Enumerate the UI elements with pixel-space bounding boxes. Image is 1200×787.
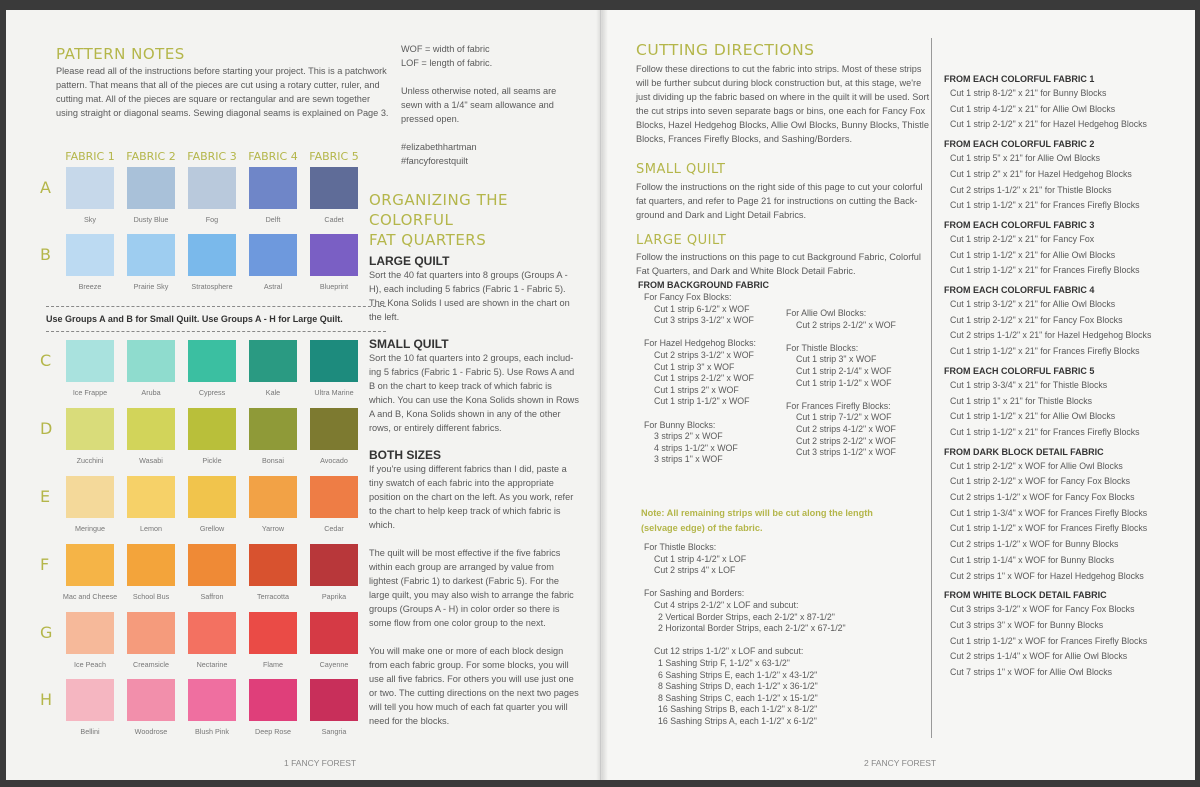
cut-line: 2 Horizontal Border Strips, each 2-1/2" x 67-1/2"	[658, 623, 846, 634]
swatch-label: Blueprint	[319, 282, 349, 291]
fabric-swatch	[249, 612, 297, 654]
fabric-swatch	[127, 340, 175, 382]
text-line: lightest (Fabric 1) to darkest (Fabric 5). For the	[369, 576, 559, 586]
cut-line: Cut 2 strips 1" x WOF for Hazel Hedgehog Blocks	[950, 570, 1144, 581]
colorful-fabric-group	[944, 365, 1194, 441]
cut-line: Cut 1 strip 1" x 21" for Thistle Blocks	[950, 395, 1093, 406]
fabric-column-header: FABRIC 2	[126, 150, 176, 163]
text-line: Blocks, Hazel Hedgehog Blocks, Allie Owl Blocks, Bunny Blocks, Thistle	[636, 120, 929, 130]
swatch-label: Terracotta	[257, 592, 289, 601]
note-line: (selvage edge) of the fabric.	[641, 523, 763, 533]
text-line: Blocks, Frances Firefly Blocks, and Sashing/Borders.	[636, 134, 852, 144]
page-footer: 2 FANCY FOREST	[864, 758, 937, 768]
small-quilt-heading: SMALL QUILT	[369, 337, 449, 351]
cut-line: 8 Sashing Strips C, each 1-1/2" x 15-1/2"	[658, 692, 818, 703]
text-line: to the chart to help keep track of which fabric is	[369, 506, 561, 516]
fabric-column-header: FABRIC 1	[65, 150, 115, 163]
lof-note	[641, 506, 916, 536]
text-line	[369, 532, 579, 546]
cut-line: Cut 1 strip 5" x 21" for Allie Owl Blocks	[950, 153, 1100, 164]
background-cuts-col-a	[644, 292, 756, 466]
group-heading: FROM WHITE BLOCK DETAIL FABRIC	[944, 590, 1107, 601]
swatch-label: Wasabi	[139, 456, 163, 465]
cut-line: Cut 1 strip 4-1/2" x LOF	[654, 553, 747, 564]
text-line: Please read all of the instructions before starting your project. This is a patchwork	[56, 66, 387, 76]
cut-line: Cut 1 strip 2-1/2" x WOF for Fancy Fox Blocks	[950, 476, 1131, 487]
cut-line: Cut 1 strip 3-3/4" x 21" for Thistle Blocks	[950, 379, 1108, 390]
pattern-notes-title: PATTERN NOTES	[56, 45, 185, 63]
cut-line: 8 Sashing Strips D, each 1-1/2" x 36-1/2"	[658, 681, 818, 692]
cut-line: Cut 1 strip 6-1/2" x WOF	[654, 303, 750, 314]
cut-line: Cut 3 strips 3" x WOF for Bunny Blocks	[950, 619, 1104, 630]
cut-line: Cut 1 strip 2" x 21" for Hazel Hedgehog Blocks	[950, 168, 1132, 179]
fabric-swatch	[310, 476, 358, 518]
swatch-label: Saffron	[200, 592, 224, 601]
cut-line: Cut 1 strip 1-1/4" x WOF for Bunny Blocks	[950, 554, 1114, 565]
text-line: H), each including 5 fabrics (Fabric 1 - Fabric 5).	[369, 284, 566, 294]
text-line	[401, 126, 581, 140]
cutting-directions-title: CUTTING DIRECTIONS	[636, 41, 815, 59]
large-quilt-text	[369, 268, 579, 324]
row-letter: F	[40, 555, 50, 574]
group-heading: FROM EACH COLORFUL FABRIC 2	[944, 139, 1095, 150]
cut-line: Cut 2 strips 1-1/2" x WOF for Fancy Fox Blocks	[950, 492, 1135, 503]
fabric-swatch	[310, 679, 358, 721]
text-line: sewn with a 1/4" seam allowance and	[401, 100, 554, 110]
swatch-label: Zucchini	[76, 456, 104, 465]
text-line: or two. The cutting directions on the next two pages	[369, 688, 579, 698]
fabric-swatch	[249, 167, 297, 209]
cut-line: Cut 1 strips 2" x WOF	[654, 384, 739, 395]
text-line: The quilt will be most effective if the five fabrics	[369, 548, 561, 558]
cut-line: Cut 1 strip 1-1/2" x 21" for Frances Firefly Blocks	[950, 346, 1140, 357]
text-line: Unless otherwise noted, all seams are	[401, 86, 557, 96]
text-line: Follow the instructions on this page to cut Background Fabric, Colorful	[636, 252, 921, 262]
left-page	[6, 10, 601, 780]
background-cuts-col-c	[644, 542, 846, 728]
cut-line: Cut 3 strips 3-1/2" x WOF for Fancy Fox Blocks	[950, 604, 1135, 615]
text-line: tiny swatch of each fabric into the appropriate	[369, 478, 554, 488]
abbreviation-notes	[401, 42, 581, 168]
both-sizes-text	[369, 462, 579, 728]
divider	[46, 306, 386, 307]
swatch-label: Flame	[263, 660, 283, 669]
cut-line	[786, 389, 896, 401]
fabric-column-header: FABRIC 3	[187, 150, 237, 163]
cut-line: Cut 1 strip 4-1/2" x 21" for Allie Owl Blocks	[950, 103, 1116, 114]
fabric-swatch	[188, 234, 236, 276]
organizing-title	[369, 190, 579, 250]
text-line: using straight or diagonal seams. Sewing diagonal seams is explained on Page 3.	[56, 108, 389, 118]
swatch-label: Ice Frappe	[72, 388, 108, 397]
cut-line: Cut 2 strips 2-1/2" x WOF	[796, 319, 896, 330]
cut-line: Cut 2 strips 1-1/2" x 21" for Thistle Blocks	[950, 184, 1112, 195]
fabric-swatch	[127, 612, 175, 654]
column-divider	[931, 38, 932, 738]
swatch-label: Paprika	[321, 592, 347, 601]
text-line: rows, or entirely different fabrics.	[369, 423, 502, 433]
large-quilt-heading: LARGE QUILT	[369, 254, 450, 268]
text-line: ground and Dark and Light Detail Fabrics.	[636, 210, 807, 220]
cut-line: 1 Sashing Strip F, 1-1/2" x 63-1/2"	[658, 657, 790, 668]
cut-line: Cut 1 strip 8-1/2" x 21" for Bunny Blocks	[950, 88, 1107, 98]
fabric-column-header: FABRIC 4	[248, 150, 298, 163]
right-page	[601, 10, 1195, 780]
text-line: #elizabethhartman	[401, 142, 477, 152]
colorful-fabric-group	[944, 446, 1194, 585]
swatch-label: Pickle	[202, 456, 222, 465]
swatch-label: Creamsicle	[133, 660, 169, 669]
cut-line: Cut 2 strips 3-1/2" x WOF	[654, 349, 754, 360]
group-heading: FROM EACH COLORFUL FABRIC 4	[944, 285, 1095, 296]
cut-line: 3 strips 1" x WOF	[654, 454, 723, 465]
fabric-swatch	[249, 476, 297, 518]
swatch-label: Avocado	[320, 456, 348, 465]
swatch-label: Aruba	[141, 388, 161, 397]
cut-line: Cut 1 strip 1-1/2" x WOF	[654, 396, 750, 407]
swatch-label: Cypress	[198, 388, 226, 397]
colorful-fabric-group	[944, 73, 1194, 133]
cut-line	[644, 577, 846, 589]
cut-line: For Thistle Blocks:	[644, 542, 717, 552]
cut-line: Cut 1 strip 2-1/2" x 21" for Hazel Hedgehog Blocks	[950, 119, 1147, 130]
cut-line: Cut 2 strips 4" x LOF	[654, 565, 736, 576]
swatch-label: Cedar	[324, 524, 344, 533]
cut-line: Cut 2 strips 1-1/2" x WOF for Bunny Blocks	[950, 539, 1119, 550]
swatch-label: Breeze	[78, 282, 102, 291]
cut-line: 2 Vertical Border Strips, each 2-1/2" x 87-1/2"	[658, 611, 835, 622]
text-line: fat quarters, and refer to Page 21 for instructions on cutting the Back-	[636, 196, 918, 206]
cut-line: Cut 7 strips 1" x WOF for Allie Owl Blocks	[950, 667, 1112, 678]
page-footer: 1 FANCY FOREST	[284, 758, 357, 768]
cut-line: Cut 2 strips 2-1/2" x WOF	[796, 435, 896, 446]
row-letter: D	[40, 419, 53, 438]
cut-line: Cut 1 strip 3" x WOF	[654, 361, 735, 372]
text-line: just dividing up the fabric based on where in the quilt it will be used. Sort	[636, 92, 930, 102]
cut-line: Cut 1 strip 3-1/2" x 21" for Allie Owl Blocks	[950, 299, 1116, 310]
text-line: position on the chart on the left. As you work, refer	[369, 492, 574, 502]
row-letter: A	[40, 178, 51, 197]
text-line: groups (Groups A - H) in color order so there is	[369, 604, 560, 614]
fabric-chart	[36, 138, 359, 738]
swatch-label: Astral	[263, 282, 283, 291]
swatch-label: Blush Pink	[195, 727, 229, 736]
groups-note: Use Groups A and B for Small Quilt. Use Groups A - H for Large Quilt.	[46, 314, 343, 324]
cut-line: For Hazel Hedgehog Blocks:	[644, 338, 756, 349]
swatch-label: Bonsai	[262, 456, 284, 465]
cut-line	[786, 331, 896, 343]
fabric-swatch	[188, 340, 236, 382]
cut-line: Cut 2 strips 4-1/2" x WOF	[796, 423, 896, 434]
swatch-label: Deep Rose	[255, 727, 291, 736]
text-line: Fat Quarters, and Dark and White Block Detail Fabric.	[636, 266, 856, 276]
swatch-label: Ice Peach	[74, 660, 106, 669]
cut-line: Cut 1 strip 2-1/2" x WOF for Allie Owl Blocks	[950, 460, 1123, 471]
swatch-label: Sangria	[321, 727, 347, 736]
text-line: will tell you how much of each fat quarter you will	[369, 702, 568, 712]
cut-line: 3 strips 2" x WOF	[654, 431, 723, 442]
swatch-label: Woodrose	[134, 727, 168, 736]
fabric-swatch	[66, 234, 114, 276]
text-line: use all five fabrics. For others you will use just one	[369, 674, 574, 684]
fabric-swatch	[188, 679, 236, 721]
swatch-label: Stratosphere	[191, 282, 233, 291]
cut-line: Cut 2 strips 1-1/4" x WOF for Allie Owl Blocks	[950, 651, 1128, 662]
fabric-swatch	[249, 234, 297, 276]
cut-line: Cut 1 strip 1-1/2" x 21" for Frances Firefly Blocks	[950, 200, 1140, 211]
fabric-column-header: FABRIC 5	[309, 150, 359, 163]
text-line: which.	[369, 520, 396, 530]
fabric-swatch	[249, 544, 297, 586]
text-line: #fancyforestquilt	[401, 156, 468, 166]
text-line: WOF = width of fabric	[401, 44, 490, 54]
fabric-swatch	[310, 408, 358, 450]
swatch-label: Ultra Marine	[314, 388, 354, 397]
fabric-swatch	[249, 679, 297, 721]
group-heading: FROM EACH COLORFUL FABRIC 1	[944, 74, 1095, 84]
text-line: the left.	[369, 312, 400, 322]
text-line: B on the chart to keep track of which fabric is	[369, 381, 552, 391]
cutting-directions-body	[636, 62, 930, 146]
cut-line: 6 Sashing Strips E, each 1-1/2" x 43-1/2"	[658, 669, 818, 680]
text-line: You will make one or more of each block design	[369, 646, 564, 656]
divider	[46, 331, 386, 332]
cut-line: Cut 1 strip 2-1/2" x 21" for Fancy Fox	[950, 233, 1095, 244]
swatch-label: Lemon	[140, 524, 162, 533]
background-fabric-heading: FROM BACKGROUND FABRIC	[638, 280, 769, 290]
cut-line: For Bunny Blocks:	[644, 419, 716, 430]
cut-line: 16 Sashing Strips B, each 1-1/2" x 8-1/2"	[658, 704, 818, 715]
fabric-swatch	[188, 544, 236, 586]
cut-line: Cut 1 strip 1-1/2" x WOF	[796, 377, 892, 388]
colorful-fabric-group	[944, 219, 1194, 279]
text-line: some flow from one color group to the next.	[369, 618, 546, 628]
text-line: Sort the 10 fat quarters into 2 groups, each includ-	[369, 353, 574, 363]
cut-line: Cut 1 strip 1-1/2" x WOF for Frances Firefly Blocks	[950, 523, 1148, 534]
text-line: If you're using different fabrics than I did, paste a	[369, 464, 567, 474]
cut-line: Cut 1 strip 1-1/2" x 21" for Allie Owl Blocks	[950, 249, 1116, 260]
swatch-label: Cadet	[324, 215, 344, 224]
text-line: from each fabric group. For some blocks, you will	[369, 660, 569, 670]
fabric-swatch	[310, 340, 358, 382]
large-quilt-body	[636, 250, 921, 278]
cut-line: Cut 1 strips 2-1/2" x WOF	[654, 373, 754, 384]
fabric-swatch	[66, 340, 114, 382]
small-quilt-text	[369, 351, 579, 435]
text-line: need for the blocks.	[369, 716, 450, 726]
large-quilt-title: LARGE QUILT	[636, 233, 727, 248]
small-quilt-body	[636, 180, 921, 222]
cut-line: Cut 3 strips 1-1/2" x WOF	[796, 447, 896, 458]
cut-line: Cut 1 strip 1-1/2" x 21" for Frances Firefly Blocks	[950, 265, 1140, 276]
text-line: Follow the instructions on the right side of this page to cut your colorful	[636, 182, 923, 192]
cut-line: Cut 1 strip 1-1/2" x 21" for Allie Owl Blocks	[950, 411, 1116, 422]
fabric-swatch	[127, 408, 175, 450]
row-letter: E	[40, 487, 51, 506]
swatch-label: Mac and Cheese	[62, 592, 118, 601]
swatch-label: Cayenne	[319, 660, 349, 669]
swatch-label: Bellini	[80, 727, 100, 736]
swatch-label: Prairie Sky	[133, 282, 169, 291]
cut-line: Cut 2 strips 1-1/2" x 21" for Hazel Hedgehog Blocks	[950, 330, 1152, 341]
fabric-swatch	[66, 612, 114, 654]
cut-line: Cut 1 strip 1-1/2" x WOF for Frances Firefly Blocks	[950, 635, 1148, 646]
swatch-label: Kale	[265, 388, 281, 397]
colorful-fabric-cuts	[944, 73, 1194, 686]
row-letter: G	[40, 623, 53, 642]
book-gutter	[596, 10, 608, 780]
cut-line: 4 strips 1-1/2" x WOF	[654, 442, 738, 453]
cut-line: Cut 1 strip 1-3/4" x WOF for Frances Firefly Blocks	[950, 507, 1148, 518]
background-cuts-col-b	[786, 308, 896, 459]
row-letter: B	[40, 245, 51, 264]
organizing-sections	[369, 254, 579, 728]
colorful-fabric-group	[944, 138, 1194, 214]
swatch-label: Dusty Blue	[133, 215, 169, 224]
swatch-label: Meringue	[75, 524, 105, 533]
both-sizes-heading: BOTH SIZES	[369, 448, 442, 462]
colorful-fabric-group	[944, 284, 1194, 360]
cut-line: For Sashing and Borders:	[644, 588, 745, 599]
fabric-swatch	[66, 476, 114, 518]
cut-line: Cut 1 strip 2-1/2" x 21" for Fancy Fox Blocks	[950, 314, 1123, 325]
swatch-label: Delft	[265, 215, 281, 224]
cut-line: For Frances Firefly Blocks:	[786, 400, 891, 411]
fabric-swatch	[310, 612, 358, 654]
fabric-swatch	[66, 408, 114, 450]
cut-line: Cut 4 strips 2-1/2" x LOF and subcut:	[654, 599, 799, 610]
fabric-swatch	[188, 612, 236, 654]
swatch-label: School Bus	[132, 592, 170, 601]
fabric-swatch	[66, 679, 114, 721]
text-line: which. You can use the Kona Solids shown in Rows	[369, 395, 579, 405]
text-line: the cut strips into seven separate bags or bins, one each for Fancy Fox	[636, 106, 926, 116]
swatch-label: Nectarine	[196, 660, 228, 669]
fabric-swatch	[310, 167, 358, 209]
fabric-swatch	[66, 544, 114, 586]
text-line	[401, 70, 581, 84]
row-letter: C	[40, 351, 52, 370]
fabric-swatch	[310, 234, 358, 276]
text-line: Follow these directions to cut the fabric into strips. Most of these strips	[636, 64, 922, 74]
fabric-swatch	[188, 408, 236, 450]
note-line: Note: All remaining strips will be cut along the length	[641, 508, 873, 518]
cut-line	[644, 635, 846, 647]
text-line: within each group are arranged by value from	[369, 562, 554, 572]
text-line: The Kona Solids I used are shown in the chart on	[369, 298, 570, 308]
fabric-swatch	[249, 340, 297, 382]
fabric-swatch	[127, 476, 175, 518]
small-quilt-title: SMALL QUILT	[636, 162, 726, 177]
fabric-swatch	[310, 544, 358, 586]
swatch-label: Yarrow	[261, 524, 285, 533]
cut-line: Cut 1 strip 1-1/2" x 21" for Frances Firefly Blocks	[950, 426, 1140, 437]
text-line: will be further subcut during block construction but, at this stage, we're	[636, 78, 922, 88]
fabric-swatch	[127, 679, 175, 721]
fabric-swatch	[188, 167, 236, 209]
text-line: A and B, Kona Solids shown in any of the other	[369, 409, 561, 419]
text-line: large quilt, you may also wish to arrange the fabric	[369, 590, 574, 600]
text-line: ing 5 fabrics (Fabric 1 - Fabric 5). Use Rows A and	[369, 367, 575, 377]
pattern-notes-body	[56, 64, 389, 120]
text-line: LOF = length of fabric.	[401, 58, 493, 68]
text-line: Sort the 40 fat quarters into 8 groups (Groups A -	[369, 270, 568, 280]
text-line: pressed open.	[401, 114, 460, 124]
group-heading: FROM EACH COLORFUL FABRIC 5	[944, 365, 1095, 376]
fabric-swatch	[127, 544, 175, 586]
fabric-swatch	[249, 408, 297, 450]
cut-line: For Thistle Blocks:	[786, 342, 859, 353]
cut-line: Cut 12 strips 1-1/2" x LOF and subcut:	[654, 646, 804, 657]
text-line	[369, 630, 579, 644]
cut-line: Cut 1 strip 2-1/4" x WOF	[796, 365, 892, 376]
fabric-swatch	[188, 476, 236, 518]
cut-line: Cut 1 strip 7-1/2" x WOF	[796, 412, 892, 423]
cut-line: 16 Sashing Strips A, each 1-1/2" x 6-1/2"	[658, 715, 817, 726]
organizing-title-line: ORGANIZING THE COLORFUL	[369, 191, 508, 229]
cut-line: For Allie Owl Blocks:	[786, 308, 867, 318]
cut-line: Cut 3 strips 3-1/2" x WOF	[654, 315, 754, 326]
cut-line	[644, 408, 756, 420]
row-letter: H	[40, 690, 53, 709]
swatch-label: Fog	[205, 215, 219, 224]
cut-line: Cut 1 strip 3" x WOF	[796, 354, 877, 365]
organizing-title-line: FAT QUARTERS	[369, 231, 487, 249]
swatch-label: Grellow	[199, 524, 225, 533]
fabric-swatch	[127, 167, 175, 209]
group-heading: FROM EACH COLORFUL FABRIC 3	[944, 219, 1095, 230]
cut-line: For Fancy Fox Blocks:	[644, 292, 732, 302]
cut-line	[644, 327, 756, 339]
swatch-label: Sky	[84, 215, 96, 224]
text-line: pattern. That means that all of the pieces are cut using a rotary cutter, ruler, and	[56, 80, 380, 90]
text-line: cutting mat. All of the pieces are square or rectangular and are sewn together	[56, 94, 371, 104]
fabric-swatch	[66, 167, 114, 209]
group-heading: FROM DARK BLOCK DETAIL FABRIC	[944, 446, 1104, 457]
colorful-fabric-group	[944, 589, 1194, 681]
fabric-swatch	[127, 234, 175, 276]
